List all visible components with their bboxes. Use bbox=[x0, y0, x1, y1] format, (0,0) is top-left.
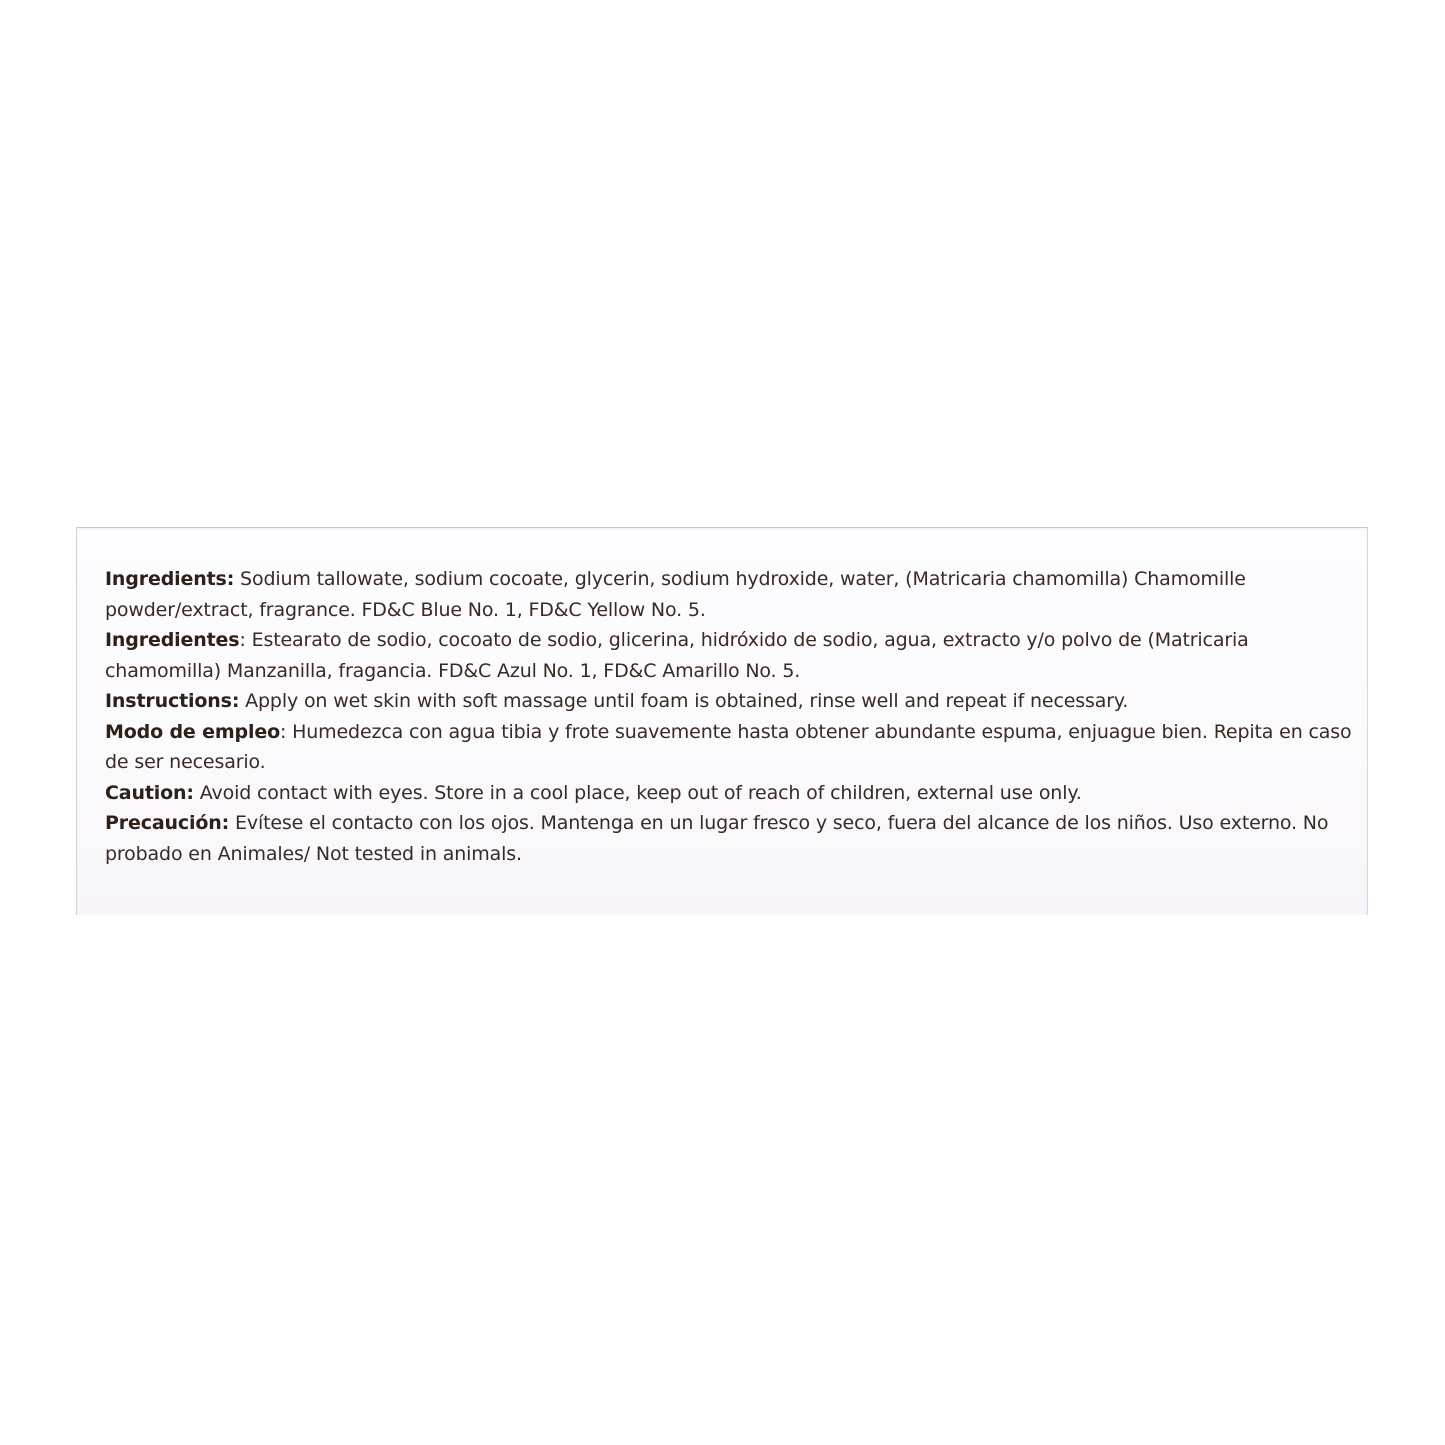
caution-paragraph bbox=[105, 778, 1355, 809]
instructions-text: Apply on wet skin with soft massage until foam is obtained, rinse well and repeat if necessary. bbox=[239, 690, 1129, 712]
precaucion-paragraph bbox=[105, 808, 1355, 869]
ingredientes-text: : Estearato de sodio, cocoato de sodio, glicerina, hidróxido de sodio, agua, extracto y/o polvo de (Matricaria chamomilla) Manzanilla, fragancia. FD&C Azul No. 1, FD&C Amarillo No. 5. bbox=[105, 629, 1249, 682]
product-label-panel bbox=[76, 527, 1368, 915]
ingredientes-heading: Ingredientes bbox=[105, 629, 240, 651]
modo-de-empleo-text: : Humedezca con agua tibia y frote suavemente hasta obtener abundante espuma, enjuague bien. Repita en caso de ser necesario. bbox=[105, 720, 1352, 773]
precaucion-heading: Precaución: bbox=[105, 812, 230, 834]
instructions-paragraph bbox=[105, 686, 1355, 717]
modo-de-empleo-heading: Modo de empleo bbox=[105, 720, 280, 743]
ingredients-paragraph bbox=[105, 564, 1355, 625]
label-text-block bbox=[105, 564, 1355, 869]
ingredients-text: Sodium tallowate, sodium cocoate, glycerin, sodium hydroxide, water, (Matricaria chamomilla) Chamomille powder/extract, fragrance. FD&C Blue No. 1, FD&C Yellow No. 5. bbox=[105, 568, 1246, 621]
instructions-heading: Instructions: bbox=[105, 690, 240, 712]
ingredients-heading: Ingredients: bbox=[105, 568, 235, 590]
modo-de-empleo-paragraph bbox=[105, 717, 1355, 778]
ingredientes-paragraph bbox=[105, 625, 1355, 686]
caution-heading: Caution: bbox=[105, 781, 194, 804]
caution-text: Avoid contact with eyes. Store in a cool place, keep out of reach of children, external use only. bbox=[193, 781, 1082, 804]
precaucion-text: Evítese el contacto con los ojos. Mantenga en un lugar fresco y seco, fuera del alcance de los niños. Uso externo. No probado en Animales/ Not tested in animals. bbox=[105, 812, 1329, 865]
